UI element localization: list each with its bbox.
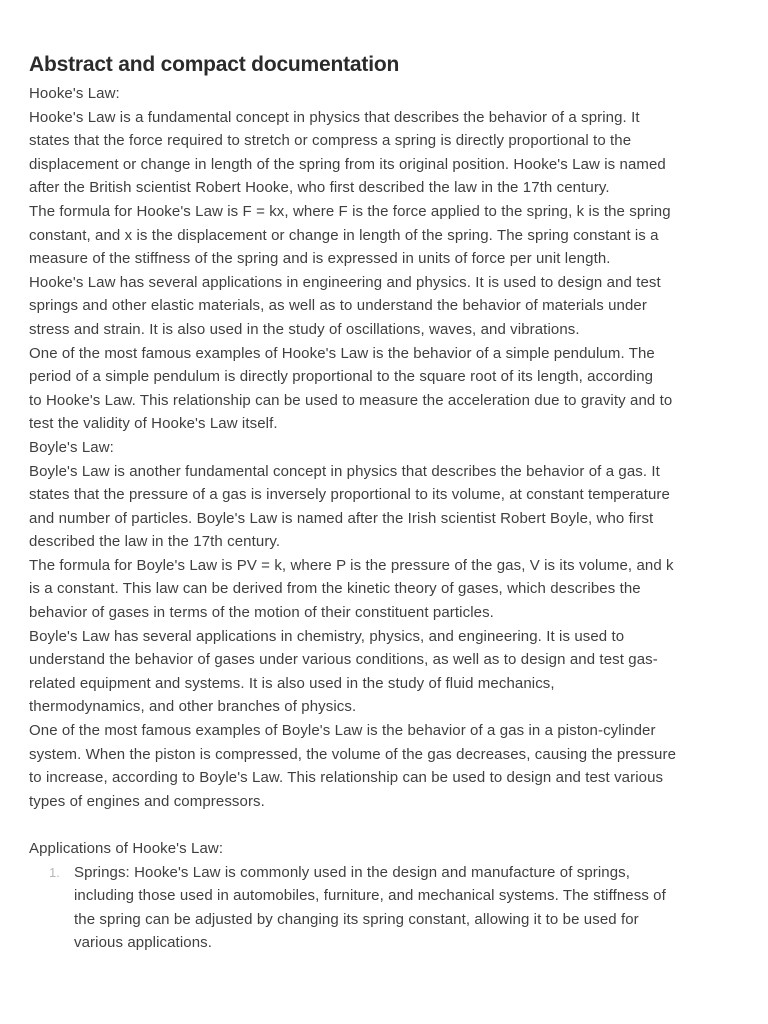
text-line: system. When the piston is compressed, the volume of the gas decreases, causing the pressure	[29, 745, 677, 763]
text-line: related equipment and systems. It is also used in the study of fluid mechanics,	[29, 674, 555, 692]
section-heading-boyles-law: Boyle's Law:	[29, 438, 114, 456]
applications-heading: Applications of Hooke's Law:	[29, 840, 224, 857]
text-line: states that the pressure of a gas is inversely proportional to its volume, at constant temperature	[29, 486, 670, 504]
text-line: displacement or change in length of the spring from its original position. Hooke's Law is named	[29, 155, 666, 173]
text-line: types of engines and compressors.	[29, 792, 265, 810]
text-line: test the validity of Hooke's Law itself.	[29, 415, 278, 433]
text-line: states that the force required to stretch or compress a spring is directly proportional to the	[29, 132, 632, 150]
text-line: The formula for Boyle's Law is PV = k, where P is the pressure of the gas, V is its volume, and k	[29, 556, 674, 574]
text-line: Boyle's Law is another fundamental concept in physics that describes the behavior of a gas. It	[29, 462, 660, 480]
list-item-line: including those used in automobiles, furniture, and mechanical systems. The stiffness of	[74, 887, 666, 905]
applications-list	[29, 861, 741, 955]
section-heading-hookes-law: Hooke's Law:	[29, 85, 120, 102]
list-item-line: various applications.	[74, 934, 213, 952]
text-line: The formula for Hooke's Law is F = kx, where F is the force applied to the spring, k is the spring	[29, 202, 671, 220]
text-line: measure of the stiffness of the spring and is expressed in units of force per unit length.	[29, 250, 611, 268]
body-text	[29, 82, 741, 813]
text-line: period of a simple pendulum is directly proportional to the square root of its length, according	[29, 368, 654, 386]
text-line: and number of particles. Boyle's Law is named after the Irish scientist Robert Boyle, who first	[29, 509, 654, 527]
text-line: stress and strain. It is also used in the study of oscillations, waves, and vibrations.	[29, 320, 580, 338]
text-line: behavior of gases in terms of the motion of their constituent particles.	[29, 604, 494, 622]
blank-line	[29, 813, 741, 837]
text-line: after the British scientist Robert Hooke, who first described the law in the 17th century.	[29, 179, 610, 197]
text-line: to Hooke's Law. This relationship can be used to measure the acceleration due to gravity and to	[29, 391, 673, 409]
text-line: One of the most famous examples of Hooke's Law is the behavior of a simple pendulum. The	[29, 344, 655, 362]
text-line: thermodynamics, and other branches of physics.	[29, 698, 357, 716]
list-item-line: the spring can be adjusted by changing its spring constant, allowing it to be used for	[74, 910, 639, 928]
list-number: 1.	[49, 864, 60, 880]
text-line: constant, and x is the displacement or change in length of the spring. The spring constant is a	[29, 226, 659, 244]
text-line: understand the behavior of gases under various conditions, as well as to design and test gas-	[29, 651, 658, 669]
text-line: One of the most famous examples of Boyle's Law is the behavior of a gas in a piston-cylinder	[29, 722, 656, 740]
list-item	[29, 861, 741, 955]
document	[29, 50, 741, 955]
text-line: Hooke's Law has several applications in engineering and physics. It is used to design and test	[29, 273, 661, 291]
text-line: is a constant. This law can be derived from the kinetic theory of gases, which describes the	[29, 580, 641, 598]
text-line: Boyle's Law has several applications in chemistry, physics, and engineering. It is used to	[29, 627, 625, 645]
text-line: Hooke's Law is a fundamental concept in physics that describes the behavior of a spring. It	[29, 108, 640, 126]
document-title: Abstract and compact documentation	[29, 53, 400, 76]
text-line: to increase, according to Boyle's Law. This relationship can be used to design and test various	[29, 769, 664, 787]
list-item-line: Springs: Hooke's Law is commonly used in the design and manufacture of springs,	[74, 863, 631, 881]
text-line: described the law in the 17th century.	[29, 533, 281, 551]
text-line: springs and other elastic materials, as well as to understand the behavior of materials under	[29, 297, 647, 315]
